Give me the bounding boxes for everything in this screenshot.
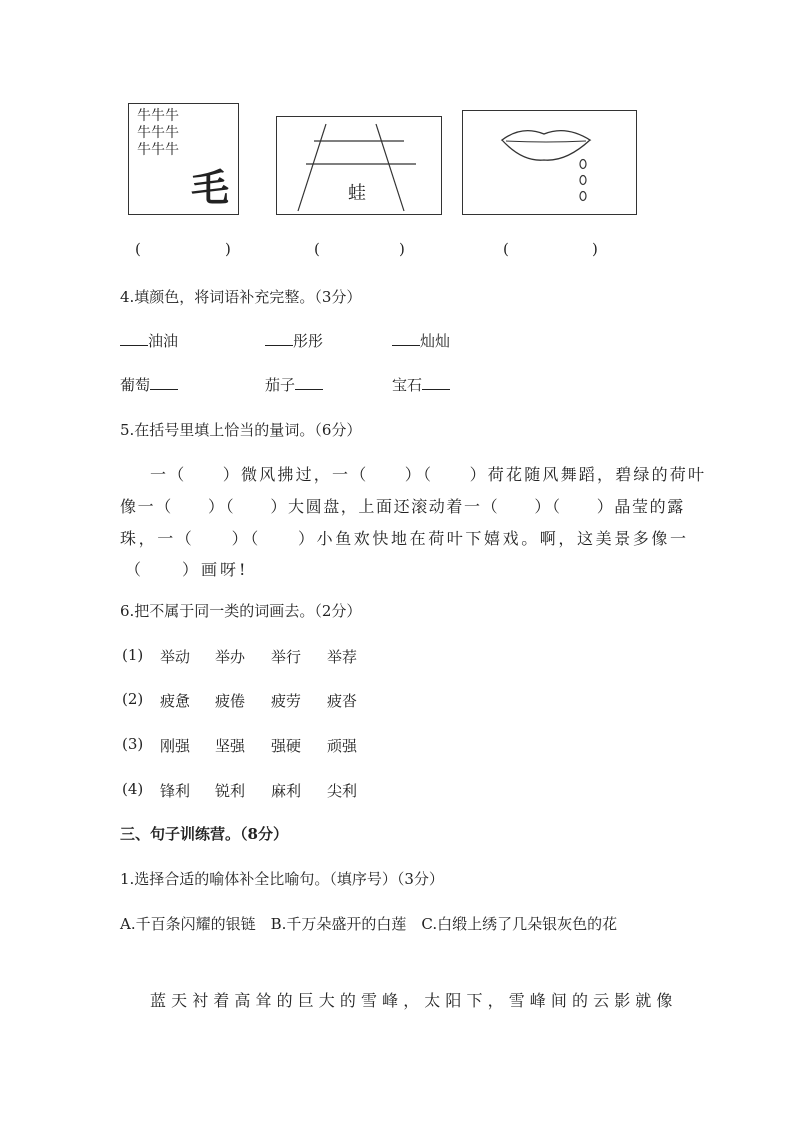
- q6-word[interactable]: 举办: [215, 648, 246, 666]
- frog-char: 蛙: [348, 183, 366, 204]
- q4-item[interactable]: 油油: [120, 330, 178, 351]
- answer-bracket-close[interactable]: ): [225, 240, 231, 258]
- section3-title: 三、句子训练营。（8分）: [120, 825, 288, 843]
- q6-word[interactable]: 麻利: [271, 782, 302, 800]
- section3-sentence: 蓝天衬着高耸的巨大的雪峰，太阳下，雪峰间的云影就像: [150, 991, 678, 1010]
- q6-group-num: (1): [122, 646, 144, 664]
- mouth-icon: [462, 110, 637, 215]
- q4-item[interactable]: 葡萄: [120, 374, 178, 395]
- q4-item[interactable]: 茄子: [265, 374, 323, 395]
- cow-row: 牛牛牛: [137, 142, 179, 158]
- picture-mouth-drops: [462, 110, 637, 215]
- picture-frog-well: [276, 116, 442, 215]
- answer-bracket-close[interactable]: ): [399, 240, 405, 258]
- hair-char: 毛: [191, 165, 230, 210]
- section3-options: A.千百条闪耀的银链 B.千万朵盛开的白莲 C.白缎上绣了几朵银灰色的花: [120, 915, 618, 933]
- answer-bracket-close[interactable]: ): [592, 240, 598, 258]
- q6-word[interactable]: 强硬: [271, 737, 302, 755]
- q6-word[interactable]: 锐利: [215, 782, 246, 800]
- q5-line[interactable]: （ ）画呀!: [125, 560, 249, 579]
- q6-word[interactable]: 刚强: [160, 737, 191, 755]
- q5-title: 5.在括号里填上恰当的量词。（6分）: [120, 421, 362, 439]
- q4-item[interactable]: 灿灿: [392, 330, 450, 351]
- answer-bracket-open[interactable]: (: [314, 240, 320, 258]
- cow-row: 牛牛牛: [137, 125, 179, 141]
- q6-word[interactable]: 尖利: [327, 782, 358, 800]
- q6-group-num: (4): [122, 780, 144, 798]
- q6-title: 6.把不属于同一类的词画去。（2分）: [120, 602, 362, 620]
- cow-row: 牛牛牛: [137, 108, 179, 124]
- q6-group-num: (2): [122, 690, 144, 708]
- q5-line[interactable]: 像一（ ）（ ）大圆盘，上面还滚动着一（ ）（ ）晶莹的露: [120, 497, 685, 516]
- q6-word[interactable]: 锋利: [160, 782, 191, 800]
- answer-bracket-open[interactable]: (: [135, 240, 141, 258]
- q6-group-num: (3): [122, 735, 144, 753]
- q6-word[interactable]: 举动: [160, 648, 191, 666]
- q4-item[interactable]: 宝石: [392, 374, 450, 395]
- q6-word[interactable]: 疲劳: [271, 692, 302, 710]
- q6-word[interactable]: 顽强: [327, 737, 358, 755]
- q4-item[interactable]: 彤彤: [265, 330, 323, 351]
- q6-word[interactable]: 疲倦: [215, 692, 246, 710]
- q5-line[interactable]: 一（ ）微风拂过，一（ ）（ ）荷花随风舞蹈，碧绿的荷叶: [150, 465, 707, 484]
- q6-word[interactable]: 举荐: [327, 648, 358, 666]
- q5-line[interactable]: 珠，一（ ）（ ）小鱼欢快地在荷叶下嬉戏。啊，这美景多像一: [120, 529, 689, 548]
- q6-word[interactable]: 疲沓: [327, 692, 358, 710]
- q4-title: 4.填颜色，将词语补充完整。（3分）: [120, 288, 362, 306]
- answer-bracket-open[interactable]: (: [503, 240, 509, 258]
- picture-cows-hair: [128, 103, 239, 215]
- q6-word[interactable]: 坚强: [215, 737, 246, 755]
- section3-q1-title: 1.选择合适的喻体补全比喻句。（填序号）（3分）: [120, 870, 444, 888]
- q6-word[interactable]: 疲惫: [160, 692, 191, 710]
- q6-word[interactable]: 举行: [271, 648, 302, 666]
